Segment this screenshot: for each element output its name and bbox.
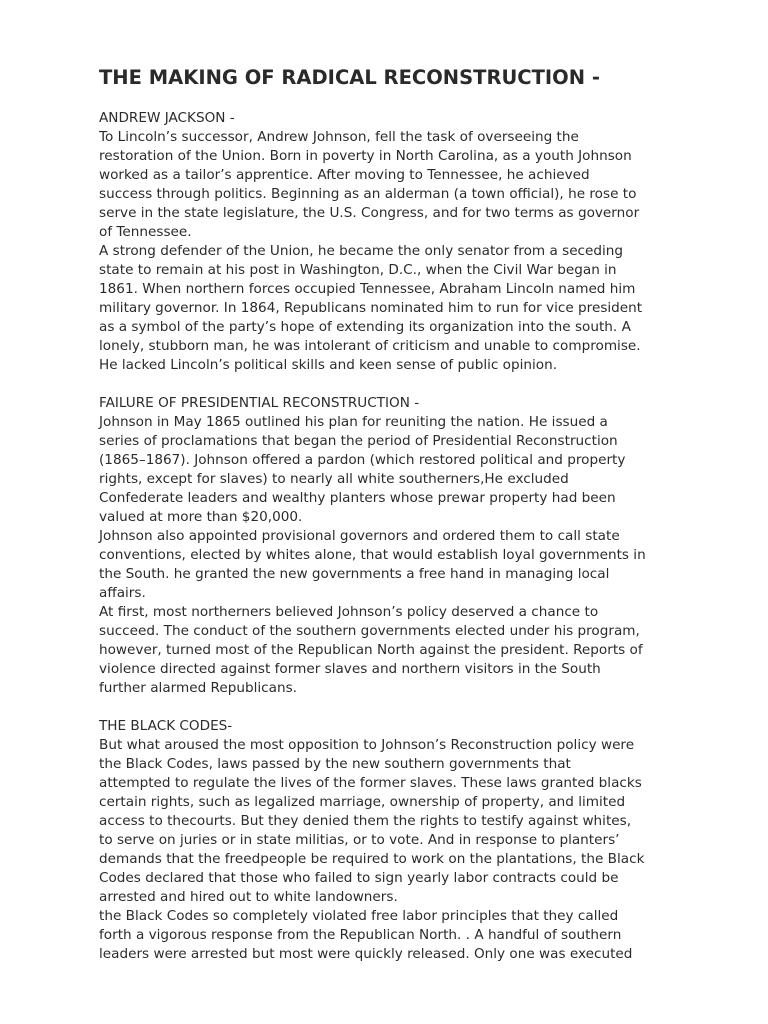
paragraph: the Black Codes so completely violated free labor principles that they called forth a vigorous response from the Republican North. . A handful of southern leaders were arrested but most were quickly released. Only one was executed [99, 908, 633, 962]
section-heading: FAILURE OF PRESIDENTIAL RECONSTRUCTION - [99, 395, 420, 411]
paragraph: To Lincoln’s successor, Andrew Johnson, fell the task of overseeing the restoration of the Union. Born in poverty in North Carolina, as a youth Johnson worked as a tailor’s apprentice. After moving to Tennessee, he achieved success through politics. Beginning as an alderman (a town official), he rose to serve in the state legislature, the U.S. Congress, and for two terms as governor of Tennessee. [99, 129, 640, 240]
document-page [99, 64, 679, 964]
section-black-codes [99, 717, 679, 964]
section-failure-of-presidential-reconstruction [99, 394, 679, 698]
paragraph: Johnson also appointed provisional governors and ordered them to call state conventions, elected by whites alone, that would establish loyal governments in the South. he granted the new governments a free hand in managing local affairs. [99, 528, 646, 601]
paragraph: At first, most northerners believed Johnson’s policy deserved a chance to succeed. The conduct of the southern governments elected under his program, however, turned most of the Republican North against the president. Reports of violence directed against former slaves and northern visitors in the South further alarmed Republicans. [99, 604, 643, 696]
document-title: THE MAKING OF RADICAL RECONSTRUCTION - [99, 66, 600, 89]
paragraph: A strong defender of the Union, he became the only senator from a seceding state to remain at his post in Washington, D.C., when the Civil War began in 1861. When northern forces occupied Tennessee, Abraham Lincoln named him military governor. In 1864, Republicans nominated him to run for vice president as a symbol of the party’s hope of extending its organization into the south. A lonely, stubborn man, he was intolerant of criticism and unable to compromise. He lacked Lincoln’s political skills and keen sense of public opinion. [99, 243, 643, 373]
section-andrew-jackson [99, 109, 679, 375]
paragraph: Johnson in May 1865 outlined his plan for reuniting the nation. He issued a series of proclamations that began the period of Presidential Reconstruction (1865–1867). Johnson offered a pardon (which restored political and property rights, except for slaves) to nearly all white southerners,He excluded Confederate leaders and wealthy planters whose prewar property had been valued at more than $20,000. [99, 414, 626, 525]
section-heading: ANDREW JACKSON - [99, 110, 235, 126]
section-heading: THE BLACK CODES- [99, 718, 233, 734]
paragraph: But what aroused the most opposition to Johnson’s Reconstruction policy were the Black Codes, laws passed by the new southern governments that attempted to regulate the lives of the former slaves. These laws granted blacks certain rights, such as legalized marriage, ownership of property, and limited access to thecourts. But they denied them the rights to testify against whites, to serve on juries or in state militias, or to vote. And in response to planters’ demands that the freedpeople be required to work on the plantations, the Black Codes declared that those who failed to sign yearly labor contracts could be arrested and hired out to white landowners. [99, 737, 645, 905]
